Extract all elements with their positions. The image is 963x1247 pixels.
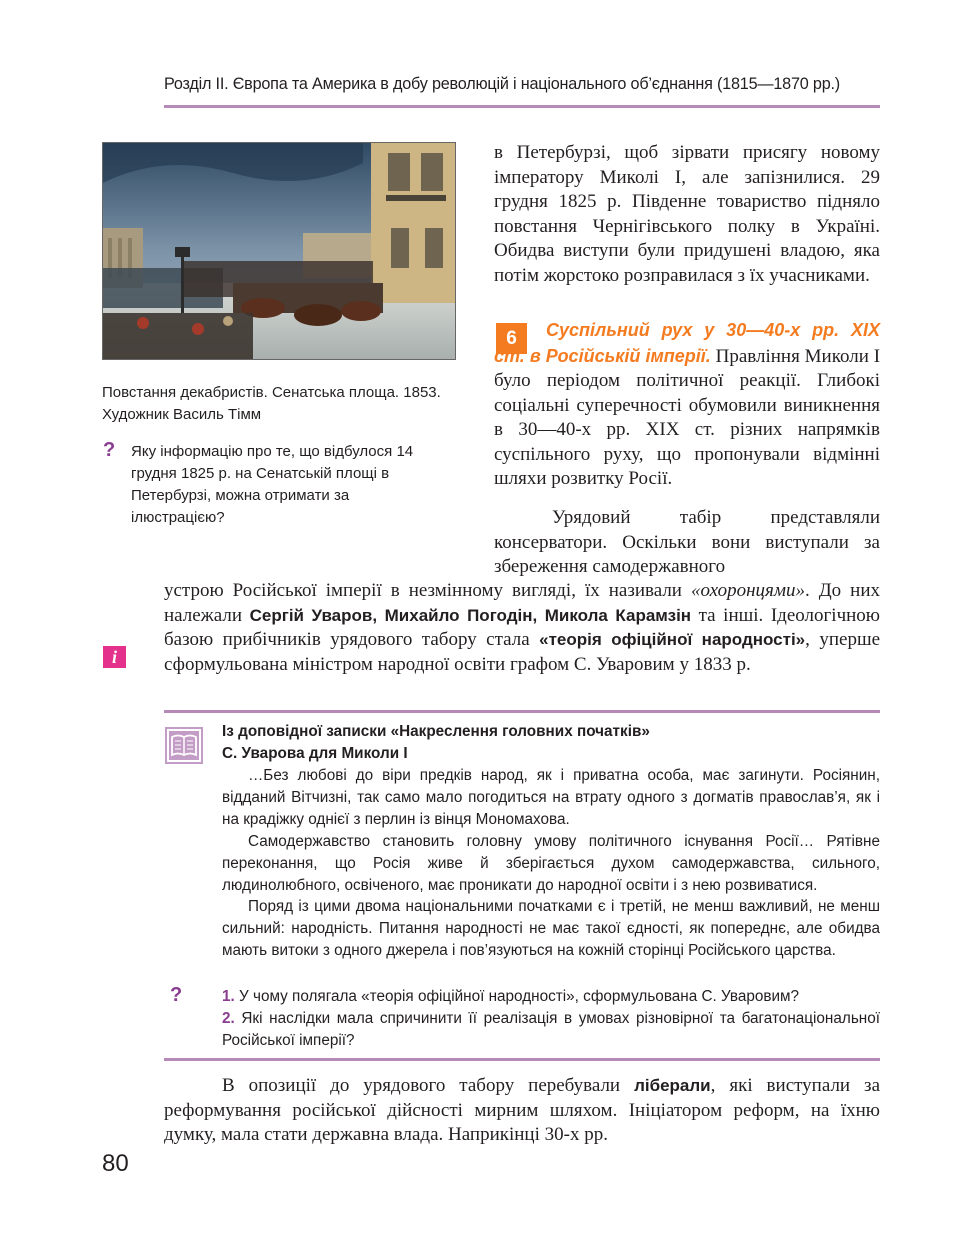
book-icon (165, 727, 203, 764)
question-number: 2. (222, 1010, 235, 1027)
question-text: Які наслідки мала спричинити її реалізація в умовах різновірної та багатонаціональної Російської імперії? (222, 1010, 880, 1049)
figure-caption: Повстання декабристів. Сенатська площа. 1853. Художник Василь Тімм (102, 384, 441, 423)
liberals-paragraph (164, 1074, 880, 1148)
figure-question: Яку інформацію про те, що відбулося 14 грудня 1825 р. на Сенатській площі в Петербурзі, можна отримати за ілюстрацією? (131, 443, 414, 526)
painting-decembrist-revolt (102, 142, 456, 360)
government-camp-paragraph: Урядовий табір представляли консерватори. Оскільки вони виступали за збереження самодержавного (494, 507, 880, 577)
question-item (222, 1008, 880, 1052)
liberals-term: ліберали (634, 1076, 711, 1095)
column-paragraph: в Петербурзі, щоб зірвати присягу новому імператору Миколі I, але запізнилися. 29 грудня 1825 р. Південне товариство підняло повстання Чернігівського полку в Україні. Обидва виступи були придушені владою, яка потім жорстоко розправилася з їх учасниками. (494, 142, 880, 286)
source-paragraph-1: …Без любові до віри предків народ, як і приватна особа, має загинути. Росіянин, відданий Вітчизні, так само мало погодиться на втрату одного з догматів православ’я, як і на крадіжку однієї з перлин із вінця Мономахова. (222, 767, 880, 828)
source-top-rule (164, 710, 880, 713)
source-bottom-rule (164, 1058, 880, 1061)
source-title-line-2: С. Уварова для Миколи I (222, 745, 408, 762)
section-6-paragraph (494, 318, 880, 492)
text-part: устрою Російської імперії в незмінному вигляді, їх називали (164, 580, 691, 601)
text-part: , які виступали за реформування російської дійсності мирним шляхом. Ініціатором реформ, на їхню думку, мала стати державна влада. Наприкінці 30-х рр. (164, 1075, 880, 1145)
page-number: 80 (102, 1150, 129, 1177)
question-number: 1. (222, 988, 235, 1005)
header-rule (164, 105, 880, 108)
question-text: У чому полягала «теорія офіційної народності», сформульована С. Уваровим? (239, 988, 800, 1005)
text-part: В опозиції до урядового табору перебували (222, 1075, 635, 1096)
question-item (222, 986, 880, 1008)
running-header: Розділ II. Європа та Америка в добу революцій і національного об’єднання (1815—1870 рр.) (164, 75, 840, 93)
question-icon: ? (103, 439, 116, 461)
theory-term: «теорія офіційної народності» (539, 630, 806, 649)
conservatives-paragraph (164, 579, 880, 677)
source-title (222, 721, 862, 765)
source-questions (222, 986, 880, 1052)
question-icon: ? (170, 984, 183, 1006)
text-part: , уперше сформульована міністром народної освіти графом С. Уваровим у 1833 р. (164, 629, 881, 675)
text-part: . До них належали (164, 580, 881, 626)
source-paragraph-2: Самодержавство становить головну умову політичного існування Росії… Рятівне переконання, що Росія живе й зберігається духом самодержавства, сильного, людинолюбного, освіченого, має проникати до народної освіти і з нею розвиватися. (222, 833, 880, 894)
section-6-text: Правління Миколи I було періодом політичної реакції. Глибокі соціальні суперечності обумовили виникнення в 30—40-х рр. XIX ст. різних напрямків суспільного руху, що пропонували відмінні шляхи розвитку Росії. (494, 345, 881, 489)
term-guardians: «охоронцями» (690, 580, 805, 601)
source-paragraph-3: Поряд із цими двома національними початками є і третій, не менш важливий, не менш сильний: народність. Питання народності не має такої єдності, як попереднє, але обидва мають витоки з одного джерела і пов’язуються на кожній сторінці Російського царства. (222, 898, 880, 959)
info-icon: i (103, 646, 126, 668)
conservative-names: Сергій Уваров, Михайло Погодін, Микола Карамзін (249, 605, 692, 625)
section-title: Суспільний рух у 30—40-х рр. XIX ст. в Російській імперії. (494, 320, 880, 366)
section-number-badge: 6 (496, 323, 527, 354)
text-part: та інші. Ідеологічною базою прибічників урядового табору стала (164, 604, 880, 650)
source-title-line-1: Із доповідної записки «Накреслення головних початків» (222, 723, 650, 740)
